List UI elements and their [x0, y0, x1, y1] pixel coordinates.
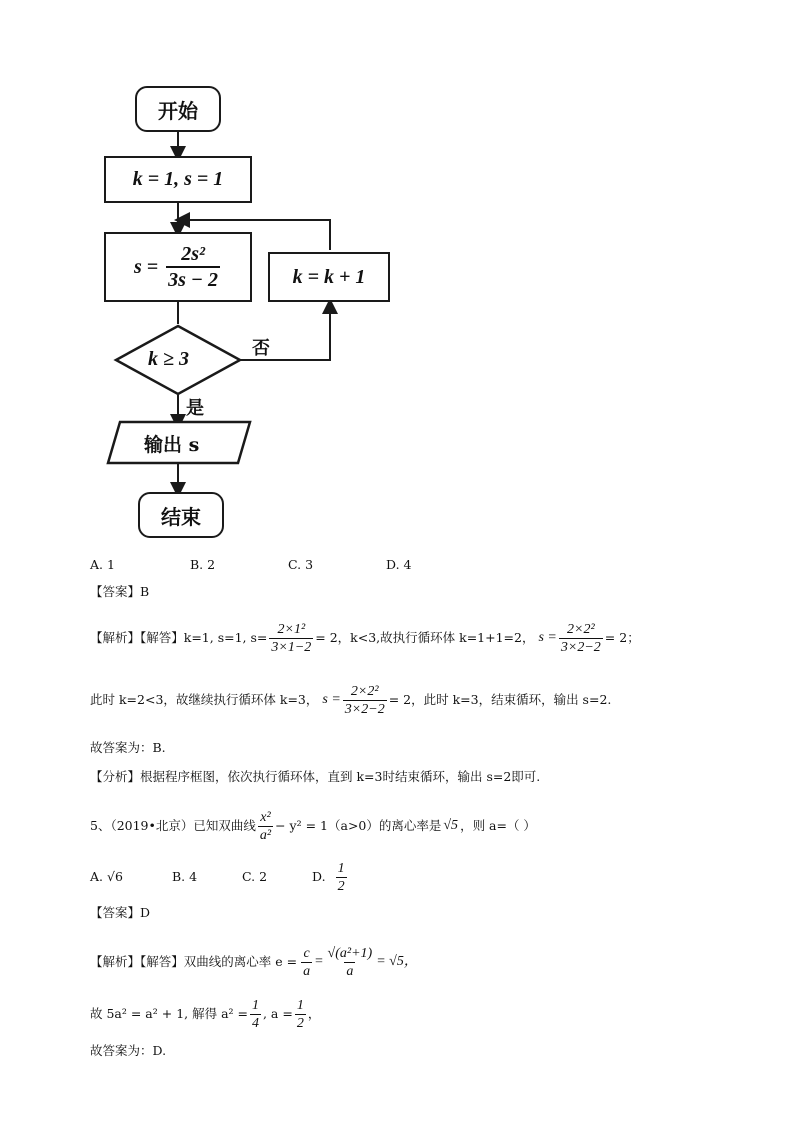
yes-label: 是	[186, 398, 204, 419]
q4-option-c: C. 3	[288, 557, 314, 572]
q4-option-b: B. 2	[190, 557, 216, 572]
q4-analysis-line1	[90, 620, 640, 656]
end-label: 结束	[161, 506, 201, 529]
q5-e-frac2	[326, 945, 375, 980]
q4-analysis-head: 【解析】【解答】k=1, s=1, s=	[90, 630, 268, 645]
q5-conclusion: 故答案为：D.	[90, 1043, 167, 1058]
q5-e-frac2-num: √(a²+1)	[327, 945, 373, 961]
q5-stem-frac-num: x²	[260, 809, 271, 825]
assign-numerator: 2s²	[181, 243, 205, 265]
q4-s-eq: s =	[538, 630, 557, 645]
q5-frac3-num: 1	[251, 997, 259, 1013]
flowchart-arrows	[90, 70, 400, 550]
q4-frac3	[343, 683, 387, 718]
q5-analysis-line1: 【解析】【解答】双曲线的离心率 e = $\frac{c}{a}$ = $\frac{\text{√(a²+1)}}{a}$ = √5，	[90, 945, 418, 979]
q5-options	[90, 858, 349, 896]
q4-option-a: A. 1	[90, 557, 115, 572]
flowchart-init	[104, 156, 252, 203]
q5-stem-d: ，则 a=（ ）	[460, 818, 536, 833]
flowchart-end	[138, 492, 224, 538]
q5-stem-b: − y² = 1（a>0）的离心率是	[275, 818, 442, 833]
q5-line2-a: 故 5a² = a² + 1, 解得 a² =	[90, 1006, 248, 1021]
q4-option-d: D. 4	[386, 557, 412, 572]
q5-frac4-num: 1	[296, 997, 304, 1013]
q4-frac1-num: 2×1²	[277, 621, 306, 637]
q4-fenxi: 【分析】根据程序框图，依次执行循环体，直到 k=3时结束循环，输出 s=2即可.	[90, 769, 541, 784]
q4-frac1-den: 3×1−2	[271, 639, 312, 655]
q4-frac3-den: 3×2−2	[344, 701, 385, 717]
assign-fraction	[166, 242, 220, 292]
condition-label: k ≥ 3	[148, 348, 189, 370]
q5-stem-a: 5、（2019•北京）已知双曲线	[90, 818, 256, 833]
q5-option-d-den: 2	[337, 878, 345, 894]
update-label: k = k + 1	[292, 265, 366, 288]
q5-e-frac1	[301, 945, 312, 980]
q5-option-b: B. 4	[172, 869, 198, 884]
q5-analysis-line2	[90, 994, 320, 1034]
flowchart-start	[135, 86, 221, 132]
q4-frac2-den: 3×2−2	[560, 639, 601, 655]
q5-e-tail: = √5，	[376, 954, 418, 969]
q5-answer: 【答案】D	[90, 905, 151, 920]
q5-frac4-den: 2	[296, 1015, 304, 1031]
q4-line2-b: = 2，此时 k=3，结束循环，输出 s=2.	[388, 692, 612, 707]
q5-option-c: C. 2	[242, 869, 268, 884]
init-label: k = 1, s = 1	[132, 168, 224, 190]
q4-analysis-mid1: = 2，k<3,故执行循环体 k=1+1=2，	[315, 630, 535, 645]
q4-frac3-num: 2×2²	[350, 683, 379, 699]
q5-analysis-head: 【解析】【解答】双曲线的离心率 e =	[90, 954, 298, 969]
q4-analysis-line2	[90, 682, 611, 718]
q4-frac2-num: 2×2²	[567, 621, 595, 637]
q4-answer: 【答案】B	[90, 584, 150, 599]
q4-line2-a: 此时 k=2<3，故继续执行循环体 k=3，	[90, 692, 319, 707]
flowchart-assign	[104, 232, 252, 302]
q4-frac2	[559, 621, 603, 656]
q5-line2-c: ，	[307, 1006, 321, 1021]
q5-e-frac1-den: a	[303, 963, 311, 979]
q4-options	[90, 556, 411, 574]
output-label: 输出 s	[144, 434, 200, 456]
assign-lhs: s =	[133, 255, 159, 278]
q5-stem-frac-den: a²	[259, 827, 272, 843]
q5-stem-sqrt5: √5	[443, 818, 459, 833]
start-label: 开始	[158, 100, 198, 123]
q5-option-d-frac	[336, 860, 347, 895]
q5-option-d-num: 1	[337, 860, 345, 876]
flowchart	[90, 70, 400, 550]
q5-stem	[90, 806, 536, 846]
q5-frac3-den: 4	[251, 1015, 259, 1031]
no-label: 否	[252, 338, 270, 359]
q4-line2-s-eq: s =	[322, 692, 341, 707]
q5-option-d-label: D.	[312, 869, 326, 884]
q5-line2-b: , a =	[262, 1006, 293, 1021]
q4-analysis-mid2: = 2；	[604, 630, 640, 645]
q5-frac4	[295, 997, 306, 1032]
q5-option-a: A. √6	[90, 869, 123, 884]
flowchart-update	[268, 252, 390, 302]
q5-e-frac2-den: a	[346, 963, 354, 979]
q4-conclusion: 故答案为：B.	[90, 740, 166, 755]
q5-stem-frac	[258, 809, 273, 844]
q5-frac3	[250, 997, 261, 1032]
assign-denominator: 3s − 2	[166, 266, 220, 292]
q5-e-frac1-num: c	[303, 945, 310, 961]
q4-frac1	[269, 621, 313, 656]
